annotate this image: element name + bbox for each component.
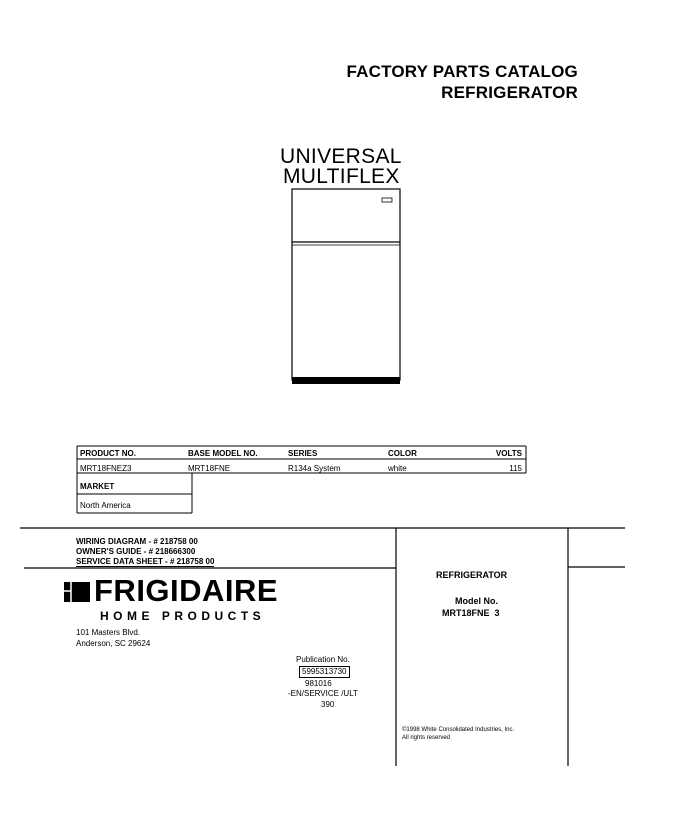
address-line2: Anderson, SC 29624 (76, 639, 151, 648)
col-header-product-no: PRODUCT NO. (80, 449, 136, 458)
cell-series: R134a System (288, 464, 341, 473)
publication-code: 981016 (305, 679, 332, 688)
panel-title: REFRIGERATOR (436, 570, 508, 580)
publication-label: Publication No. (296, 655, 350, 664)
refrigerator-illustration (288, 188, 404, 388)
frigidaire-logo-icon (62, 580, 92, 604)
copyright-line1: ©1998 White Consolidated Industries, Inc. (402, 727, 515, 733)
address-line1: 101 Masters Blvd. (76, 628, 141, 637)
wiring-diagram-ref: WIRING DIAGRAM - # 218758 00 (76, 537, 198, 546)
publication-number: 5995313730 (299, 666, 350, 678)
market-value: North America (80, 501, 131, 510)
brand-name: FRIGIDAIRE (94, 573, 279, 608)
product-name-line2: MULTIFLEX (283, 165, 400, 188)
col-header-series: SERIES (288, 449, 318, 458)
catalog-title: FACTORY PARTS CATALOG (346, 62, 578, 81)
cell-base-model: MRT18FNE (188, 464, 231, 473)
col-header-volts: VOLTS (495, 449, 522, 458)
cell-product-no: MRT18FNEZ3 (80, 464, 132, 473)
service-data-sheet-ref: SERVICE DATA SHEET - # 218758 00 (76, 557, 215, 566)
market-label: MARKET (80, 482, 115, 491)
brand-tagline: HOME PRODUCTS (100, 609, 266, 623)
copyright-line2: All rights reserved (402, 735, 451, 741)
model-value: MRT18FNE 3 (442, 608, 500, 618)
model-label: Model No. (455, 596, 498, 606)
col-header-color: COLOR (388, 449, 417, 458)
product-name-line1: UNIVERSAL (280, 145, 402, 168)
publication-quantity: 390 (321, 700, 335, 709)
col-header-base-model: BASE MODEL NO. (188, 449, 258, 458)
publication-distribution: -EN/SERVICE /ULT (288, 689, 358, 698)
owners-guide-ref: OWNER'S GUIDE - # 218666300 (76, 547, 196, 556)
cell-color: white (388, 464, 407, 473)
catalog-subtitle: REFRIGERATOR (441, 83, 578, 102)
cell-volts: 115 (509, 464, 522, 473)
